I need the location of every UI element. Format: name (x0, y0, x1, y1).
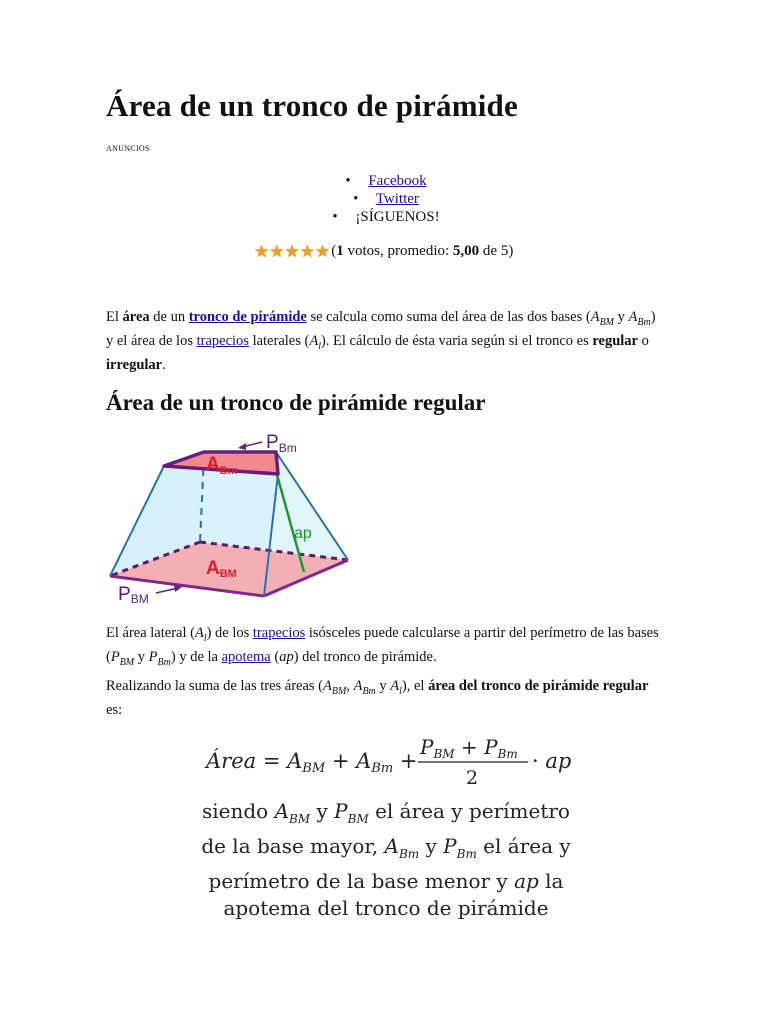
rating-average: 5,00 (452, 243, 480, 259)
social-item-twitter (106, 190, 666, 208)
star-icon[interactable]: ★ (299, 242, 315, 261)
rating-votes-label: votos, promedio: (343, 243, 453, 259)
lateral-paragraph: El área lateral $(A_l)$ de los trapecios isósceles puede calcularse a partir del perímetro de las bases ($P_{BM}$ y $P_{Bm}$) y de la apotema (ap) del tronco de pirámide. (106, 625, 659, 668)
formula-description: siendo $A_{BM}$ y $P_{BM}$ el área y perímetro de la base mayor, $A_{Bm}$ y $P_{Bm}$ el área y perímetro de la base menor y ap la apotema del tronco de pirámide (201, 799, 571, 920)
sum-paragraph: Realizando la suma de las tres áreas ($A_{BM}$, $A_{Bm}$ y $A_l$), el área del tronco de pirámide regular es: (106, 678, 649, 718)
bullet-icon: • (332, 209, 338, 225)
facebook-link[interactable]: Facebook (368, 173, 427, 189)
svg-text:2: 2 (466, 767, 479, 789)
social-item-facebook (106, 172, 666, 190)
star-icon[interactable]: ★ (254, 242, 270, 261)
bullet-icon: • (353, 191, 359, 207)
tronco-link[interactable]: tronco de pirámide (188, 309, 307, 325)
rating-stars[interactable] (254, 243, 330, 260)
svg-text:· ap: · ap (532, 749, 572, 773)
area-formula (206, 732, 572, 792)
star-icon[interactable]: ★ (269, 242, 285, 261)
page-title: Área de un tronco de pirámide (106, 88, 518, 123)
trapecios-link-2[interactable]: trapecios (252, 625, 306, 641)
pbm-bottom-label: PBM (118, 584, 149, 606)
abm-top-label: $A_{Bm}$ (206, 454, 238, 477)
apotema-link[interactable]: apotema (221, 648, 271, 665)
rating-text: (1 votos, promedio: 5,00 de 5) (331, 243, 514, 259)
svg-text:PBM + PBm: $P_{BM} + P_{Bm}$ (420, 735, 518, 761)
abm-bottom-label: ABM (206, 558, 237, 580)
section-title: Área de un tronco de pirámide regular (106, 390, 486, 415)
bullet-icon: • (345, 173, 351, 189)
follow-label: ¡SÍGUENOS! (355, 209, 440, 225)
star-icon[interactable]: ★ (284, 242, 300, 261)
star-icon[interactable]: ★ (315, 242, 331, 261)
trapecios-link[interactable]: trapecios (196, 332, 249, 349)
rating-votes: 1 (336, 243, 344, 259)
twitter-link[interactable]: Twitter (375, 191, 419, 207)
pbm-top-label: $P_{Bm}$ (266, 432, 297, 455)
ap-label: ap (294, 525, 312, 542)
intro-paragraph: El área de un tronco de pirámide se calcula como suma del área de las dos bases ($A_{BM}$ y $A_{Bm}$) y el área de los trapecios laterales $(A_l)$. El cálculo de ésta varia según si el tronco es regular o irregular. (106, 309, 656, 373)
rating (254, 243, 513, 260)
svg-text:Área = ABM + ABm +: Área = ABM + ABm + (206, 749, 418, 776)
ads-label: ANUNCIOS (106, 144, 150, 153)
rating-of-label: de 5) (479, 243, 514, 259)
social-item-follow (106, 208, 666, 226)
social-list (106, 172, 666, 226)
frustum-diagram (106, 428, 356, 608)
